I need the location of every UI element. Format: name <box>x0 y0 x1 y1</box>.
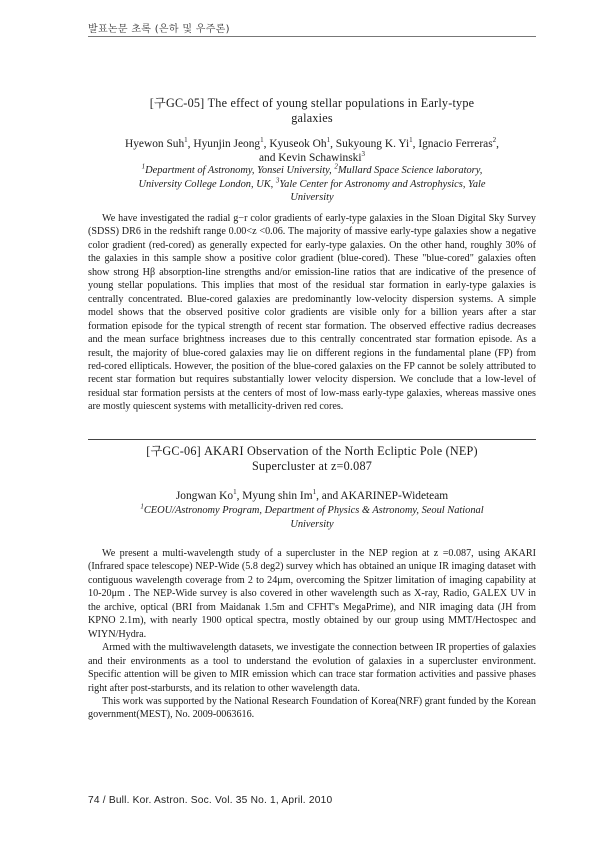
abstract2-body <box>88 547 536 722</box>
abstract1-authors: Hyewon Suh$^1$, Hyunjin Jeong$^1$, Kyuseok Oh$^1$, Sukyoung K. Yi$^1$, Ignacio Ferreras$^2$, and Kevin Schawinski$^3$ <box>125 136 499 164</box>
section-divider <box>88 439 536 440</box>
abstract2-affiliations: $^1$CEOU/Astronomy Program, Department of Physics & Astronomy, Seoul National University <box>140 502 484 530</box>
abstract2-title-line2: Supercluster at z=0.087 <box>251 459 373 473</box>
abstract1-body: We have investigated the radial g−r color gradients of early-type galaxies in the Sloan Digital Sky Survey (SDSS) DR6 in the redshift range 0.00<z <0.06. The majority of massive early-type galaxies show a negative color gradient (red-cored) as generally expected for early-type galaxies. On the other hand, roughly 30% of the galaxies in this sample show a positive color gradient (blue-cored). These "blue-cored" galaxies often show strong Hβ absorption-line strengths and/or emission-line ratios that are indicative of the presence of young stellar populations. This implies that most of the residual star formation in early-type galaxies is centrally concentrated. Blue-cored galaxies are predominantly low-velocity dispersion systems. A simple model shows that the observed positive color gradients are visible only for a billion years after a star formation episode for the typical strength of recent star formation. The observed effective radius decreases and the mean surface brightness increases due to this centrally concentrated star formation episode. As a result, the majority of blue-cored galaxies may lie on different regions in the fundamental plane (FP) from red-cored ellipticals. However, the position of the blue-cored galaxies on the FP cannot be solely attributed to recent star formation but requires substantially lower velocity dispersion. We conclude that a low-level of residual star formation persists at the centers of most of low-mass early-type galaxies, whereas massive ones are mostly quiescent systems with metallicity-driven red cores. <box>88 213 536 413</box>
abstract1-title <box>88 96 536 126</box>
abstract2-title-line1: [구GC-06] AKARI Observation of the North Ecliptic Pole (NEP) <box>146 444 478 458</box>
abstract1-affiliations: $^1$Department of Astronomy, Yonsei University, $^2$Mullard Space Science laboratory, University College London, UK, $^3$Yale Center for Astronomy and Astrophysics, Yale University <box>138 162 486 203</box>
abstract2-title <box>88 444 536 474</box>
abstract2-authors: Jongwan Ko$^1$, Myung shin Im$^1$, and AKARINEP-Wideteam <box>175 488 449 502</box>
abstract2-paragraph: We present a multi-wavelength study of a supercluster in the NEP region at z =0.087, using AKARI (Infrared space telescope) NEP-Wide (5.8 deg2) survey which has obtained an unique IR imaging dataset with contiguous wavelength coverage from 2 to 24μm, overcoming the Spitzer limitation of imaging capability at 10-20μm . The NEP-Wide survey is also covered in other wavelength such as X-ray, Radio, GALEX UV in the archive, optical (BRI from Maidanak 1.5m and CFHT's MegaPrime), and NIR imaging data (JH from KPNO 2.1m), with nearly 1900 optical spectra, mostly obtained by our group using MMT/Hectospec and WIYN/Hydra. <box>88 548 536 640</box>
page-footer: 74 / Bull. Kor. Astron. Soc. Vol. 35 No. 1, April. 2010 <box>88 795 333 806</box>
abstract2-paragraph: Armed with the multiwavelength datasets, we investigate the connection between IR properties of galaxies and their environments as a tool to understand the evolution of galaxies in a supercluster environment. Specific attention will be given to MIR emission which can trace star formation activities and passive phases right after post-starbursts, and its relation to other wavelength data. <box>88 642 536 694</box>
abstract1-title-line1: [구GC-05] The effect of young stellar populations in Early-type <box>149 96 475 110</box>
abstract1-title-line2: galaxies <box>291 111 333 125</box>
running-header: 발표논문 초록 (은하 및 우주론) <box>88 24 230 35</box>
abstract2-paragraph: This work was supported by the National Research Foundation of Korea(NRF) grant funded by the Korean government(MEST), No. 2009-0063616. <box>88 695 536 721</box>
header-rule <box>88 36 536 37</box>
